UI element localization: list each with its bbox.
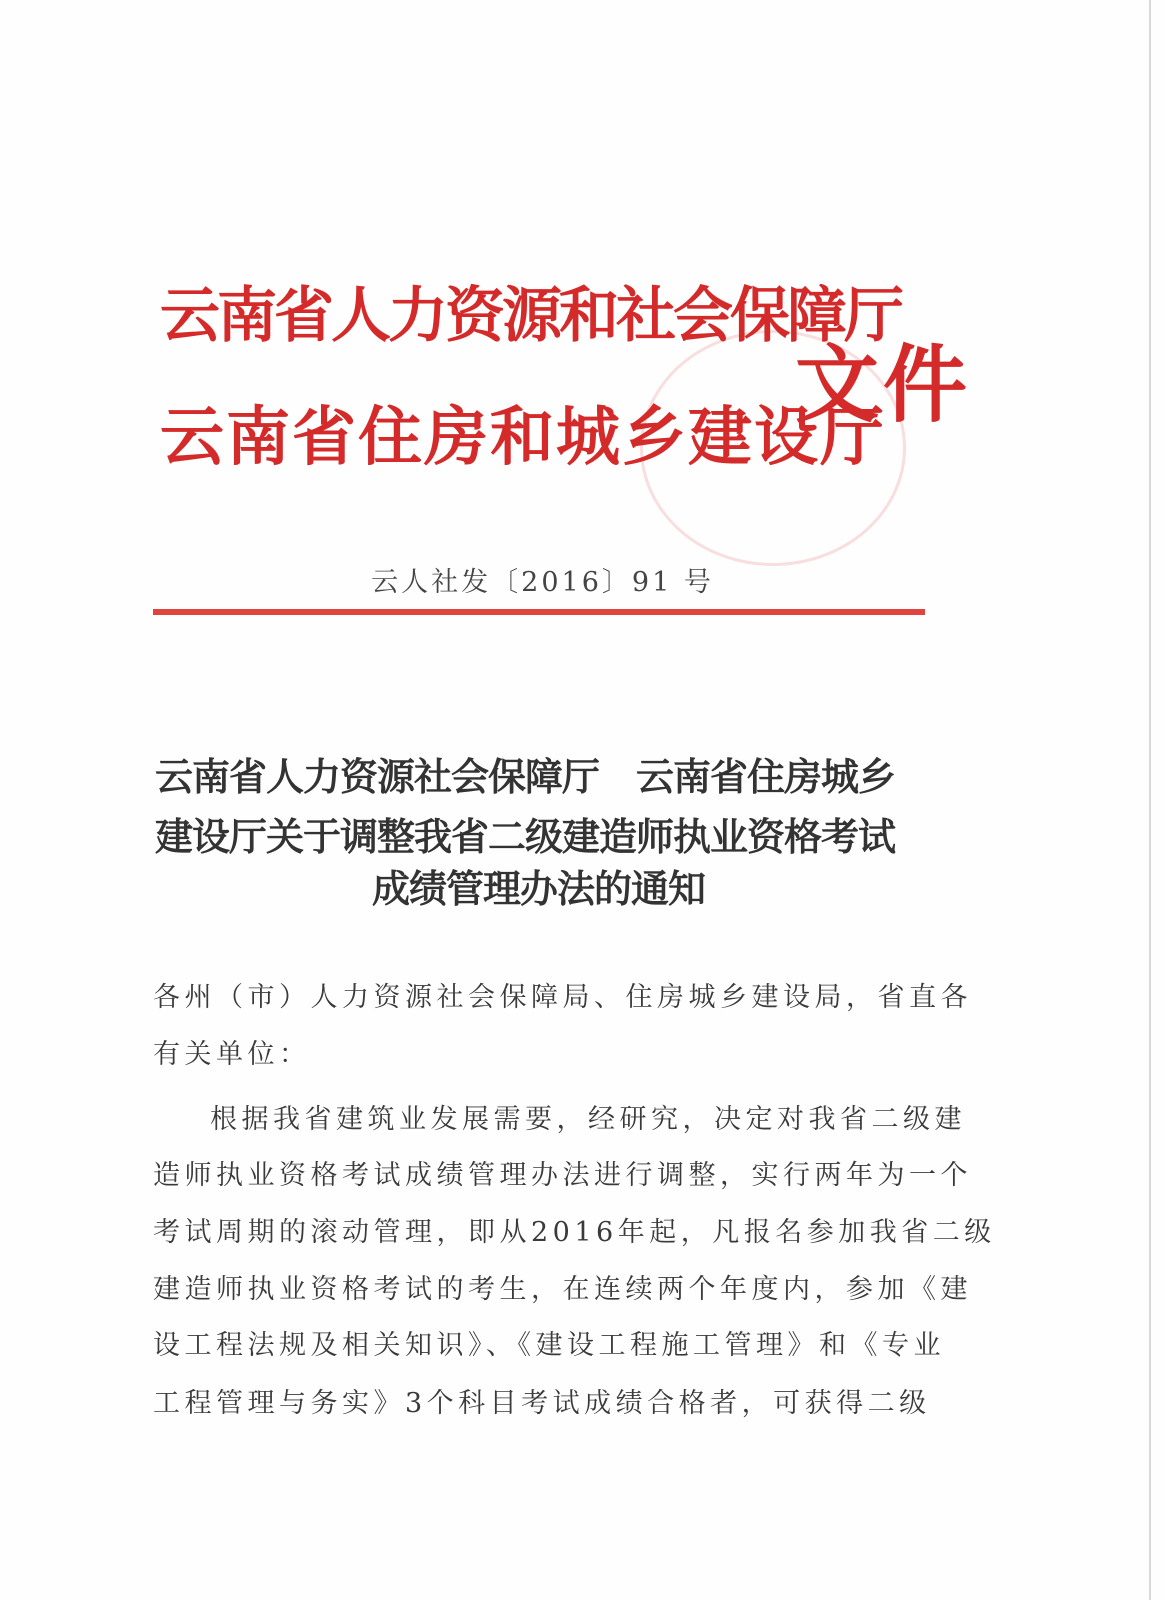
red-divider-rule [153,609,925,615]
recipients-line-1: 各州（市）人力资源社会保障局、住房城乡建设局，省直各 [153,982,972,1013]
paragraph-line: 考试周期的滚动管理，即从2016年起，凡报名参加我省二级 [153,1217,996,1248]
title-line-1: 云南省人力资源社会保障厅 云南省住房城乡 [155,755,896,799]
title-line-3: 成绩管理办法的通知 [372,867,706,911]
paragraph-line: 建造师执业资格考试的考生，在连续两个年度内，参加《建 [153,1274,972,1305]
issuer-line-1: 云南省人力资源和社会保障厅 [160,281,901,351]
issuer-line-2: 云南省住房和城乡建设厅 [160,401,886,475]
document-number: 云人社发〔2016〕91 号 [371,567,714,598]
scan-edge [1149,0,1151,1600]
paragraph-line: 根据我省建筑业发展需要，经研究，决定对我省二级建 [210,1104,966,1135]
document-type-label: 文件 [795,336,972,434]
paragraph-line: 工程管理与务实》3个科目考试成绩合格者，可获得二级 [153,1388,931,1419]
title-line-2: 建设厅关于调整我省二级建造师执业资格考试 [155,815,896,859]
paragraph-line: 造师执业资格考试成绩管理办法进行调整，实行两年为一个 [153,1160,972,1191]
recipients-line-2: 有关单位： [153,1039,311,1070]
paragraph-line: 设工程法规及相关知识》、《建设工程施工管理》和《专业 [153,1330,945,1361]
